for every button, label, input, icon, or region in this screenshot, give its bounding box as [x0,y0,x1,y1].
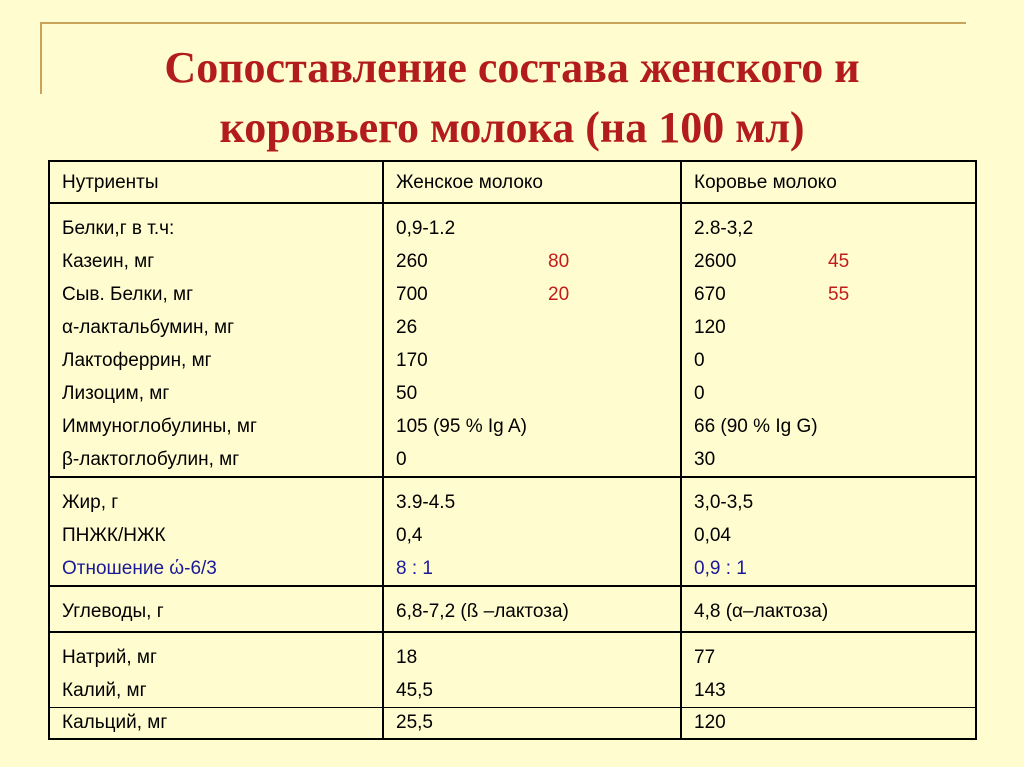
female-casein: 260 [396,251,428,272]
header-female-milk: Женское молоко [396,172,543,193]
table-header-row [49,161,976,203]
label-sodium: Натрий, мг [62,647,157,668]
female-potassium: 45,5 [396,680,433,701]
header-cow-milk: Коровье молоко [694,172,837,193]
female-proteins-total: 0,9-1.2 [396,218,456,239]
female-pufa-sfa: 0,4 [396,525,423,546]
table-row-carbs [49,586,976,632]
proteins-cow-cell [681,203,976,477]
female-whey-percent: 20 [548,284,570,305]
cow-calcium: 120 [694,712,726,733]
cow-proteins-total: 2.8-3,2 [694,218,754,239]
header-cell-cow [681,161,976,203]
label-omega-ratio: Отношение ώ-6/3 [62,558,217,579]
female-calcium: 25,5 [396,712,433,733]
label-carbohydrates: Углеводы, г [62,601,164,622]
minerals-female-cell [383,632,681,708]
table-row-calcium [49,708,976,739]
cow-whey: 670 [694,284,726,305]
header-cell-nutrients [49,161,383,203]
cow-immunoglobulins: 66 (90 % Ig G) [694,416,818,437]
female-sodium: 18 [396,647,418,668]
female-omega-ratio: 8 : 1 [396,558,433,579]
title-line-2: коровьего молока (на 100 мл) [219,103,805,152]
table-row-minerals [49,632,976,708]
female-alpha-lactalbumin: 26 [396,317,418,338]
carbs-female-cell [383,586,681,632]
cow-carbohydrates: 4,8 (α–лактоза) [694,601,829,622]
label-lactoferrin: Лактоферрин, мг [62,350,212,371]
female-casein-row [396,245,680,278]
female-casein-percent: 80 [548,251,570,272]
minerals-labels-cell [49,632,383,708]
header-cell-female [383,161,681,203]
calcium-label-cell [49,708,383,739]
cow-potassium: 143 [694,680,726,701]
cow-whey-row [694,278,975,311]
cow-casein-percent: 45 [828,251,850,272]
proteins-female-cell [383,203,681,477]
calcium-female-cell [383,708,681,739]
fats-female-cell [383,477,681,586]
cow-alpha-lactalbumin: 120 [694,317,726,338]
female-immunoglobulins: 105 (95 % Ig A) [396,416,527,437]
label-potassium: Калий, мг [62,680,147,701]
composition-table [48,160,977,740]
cow-lactoferrin: 0 [694,350,705,371]
cow-casein-row [694,245,975,278]
table-row-proteins [49,203,976,477]
cow-beta-lactoglobulin: 30 [694,449,716,470]
label-pufa-sfa: ПНЖК/НЖК [62,525,166,546]
fats-cow-cell [681,477,976,586]
minerals-cow-cell [681,632,976,708]
label-beta-lactoglobulin: β-лактоглобулин, мг [62,449,240,470]
label-alpha-lactalbumin: α-лактальбумин, мг [62,317,235,338]
label-proteins-total: Белки,г в т.ч: [62,218,175,239]
title-line-1: Сопоставление состава женского и [164,43,860,92]
label-whey-proteins: Сыв. Белки, мг [62,284,193,305]
cow-casein: 2600 [694,251,737,272]
label-lysozyme: Лизоцим, мг [62,383,170,404]
label-fat: Жир, г [62,492,119,513]
female-whey: 700 [396,284,428,305]
cow-lysozyme: 0 [694,383,705,404]
decorative-top-line [40,22,966,24]
female-whey-row [396,278,680,311]
cow-pufa-sfa: 0,04 [694,525,731,546]
female-lactoferrin: 170 [396,350,428,371]
page-title [0,38,1024,158]
label-calcium: Кальций, мг [62,712,168,733]
cow-sodium: 77 [694,647,716,668]
female-fat: 3.9-4.5 [396,492,456,513]
label-immunoglobulins: Иммуноглобулины, мг [62,416,257,437]
calcium-cow-cell [681,708,976,739]
cow-fat: 3,0-3,5 [694,492,754,513]
fats-labels-cell [49,477,383,586]
proteins-labels-cell [49,203,383,477]
female-beta-lactoglobulin: 0 [396,449,407,470]
cow-whey-percent: 55 [828,284,850,305]
female-lysozyme: 50 [396,383,418,404]
carbs-cow-cell [681,586,976,632]
header-nutrients: Нутриенты [62,172,159,193]
carbs-label-cell [49,586,383,632]
table-row-fats [49,477,976,586]
label-casein: Казеин, мг [62,251,155,272]
female-carbohydrates: 6,8-7,2 (ß –лактоза) [396,601,569,622]
cow-omega-ratio: 0,9 : 1 [694,558,747,579]
